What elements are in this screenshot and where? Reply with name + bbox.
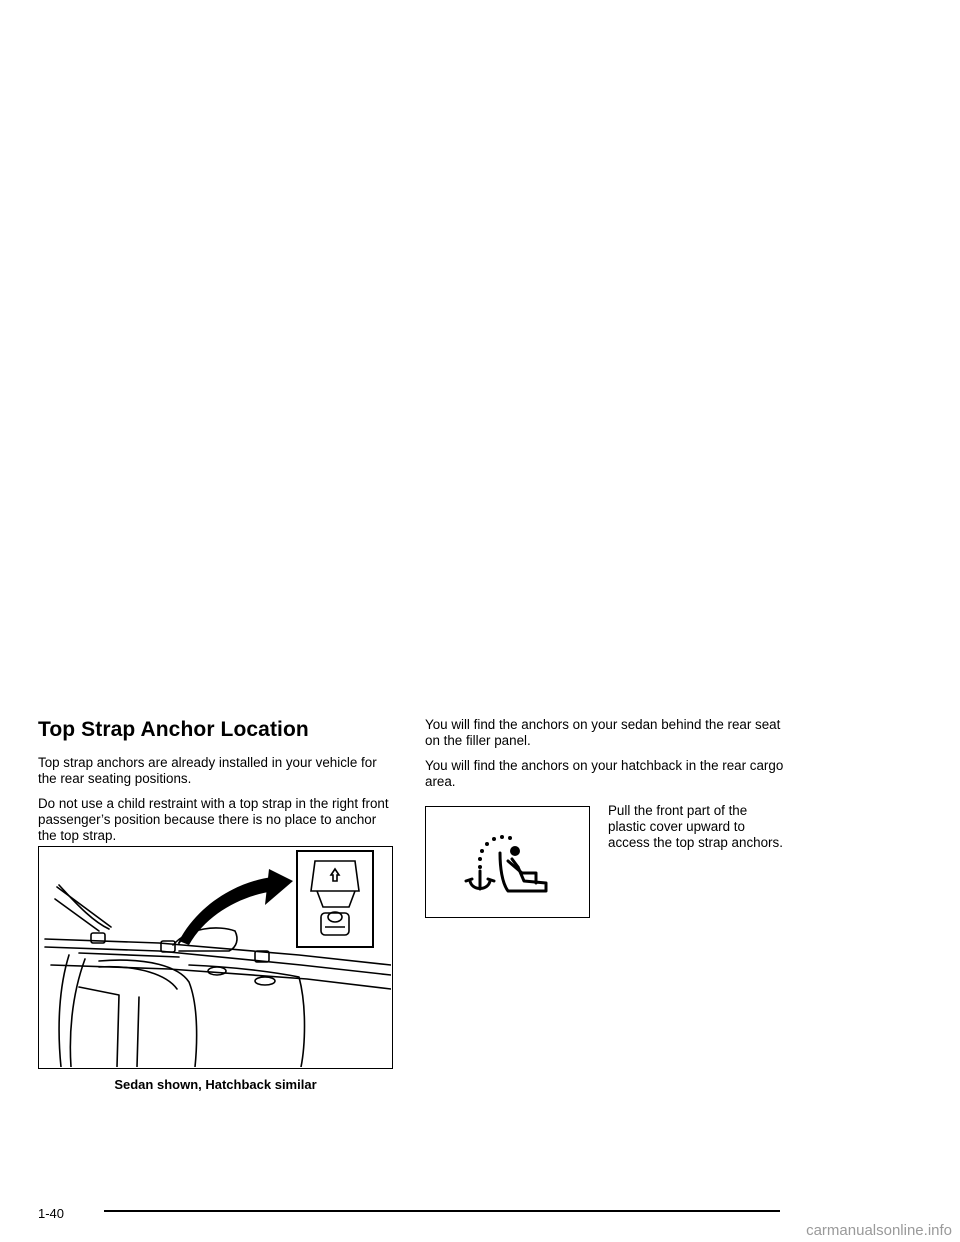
page-number: 1-40 [38, 1206, 65, 1221]
paragraph: Do not use a child restraint with a top strap in the right front passenger’s position because there is no place to anchor the top strap. [38, 796, 389, 843]
right-column [425, 717, 785, 799]
figure-caption: Sedan shown, Hatchback similar [114, 1077, 317, 1092]
footer-rule [104, 1210, 780, 1212]
paragraph: You will find the anchors on your hatchback in the rear cargo area. [425, 758, 784, 789]
left-column [38, 717, 398, 853]
watermark: carmanualsonline.info [806, 1222, 952, 1239]
paragraph: You will find the anchors on your sedan behind the rear seat on the filler panel. [425, 717, 781, 748]
section-title: Top Strap Anchor Location [38, 718, 309, 741]
rear-seat-anchor-illustration [38, 846, 393, 1069]
child-seat-anchor-symbol-icon [425, 806, 590, 918]
paragraph: Top strap anchors are already installed in your vehicle for the rear seating positions. [38, 755, 377, 786]
side-note: Pull the front part of the plastic cover upward to access the top strap anchors. [608, 803, 783, 850]
